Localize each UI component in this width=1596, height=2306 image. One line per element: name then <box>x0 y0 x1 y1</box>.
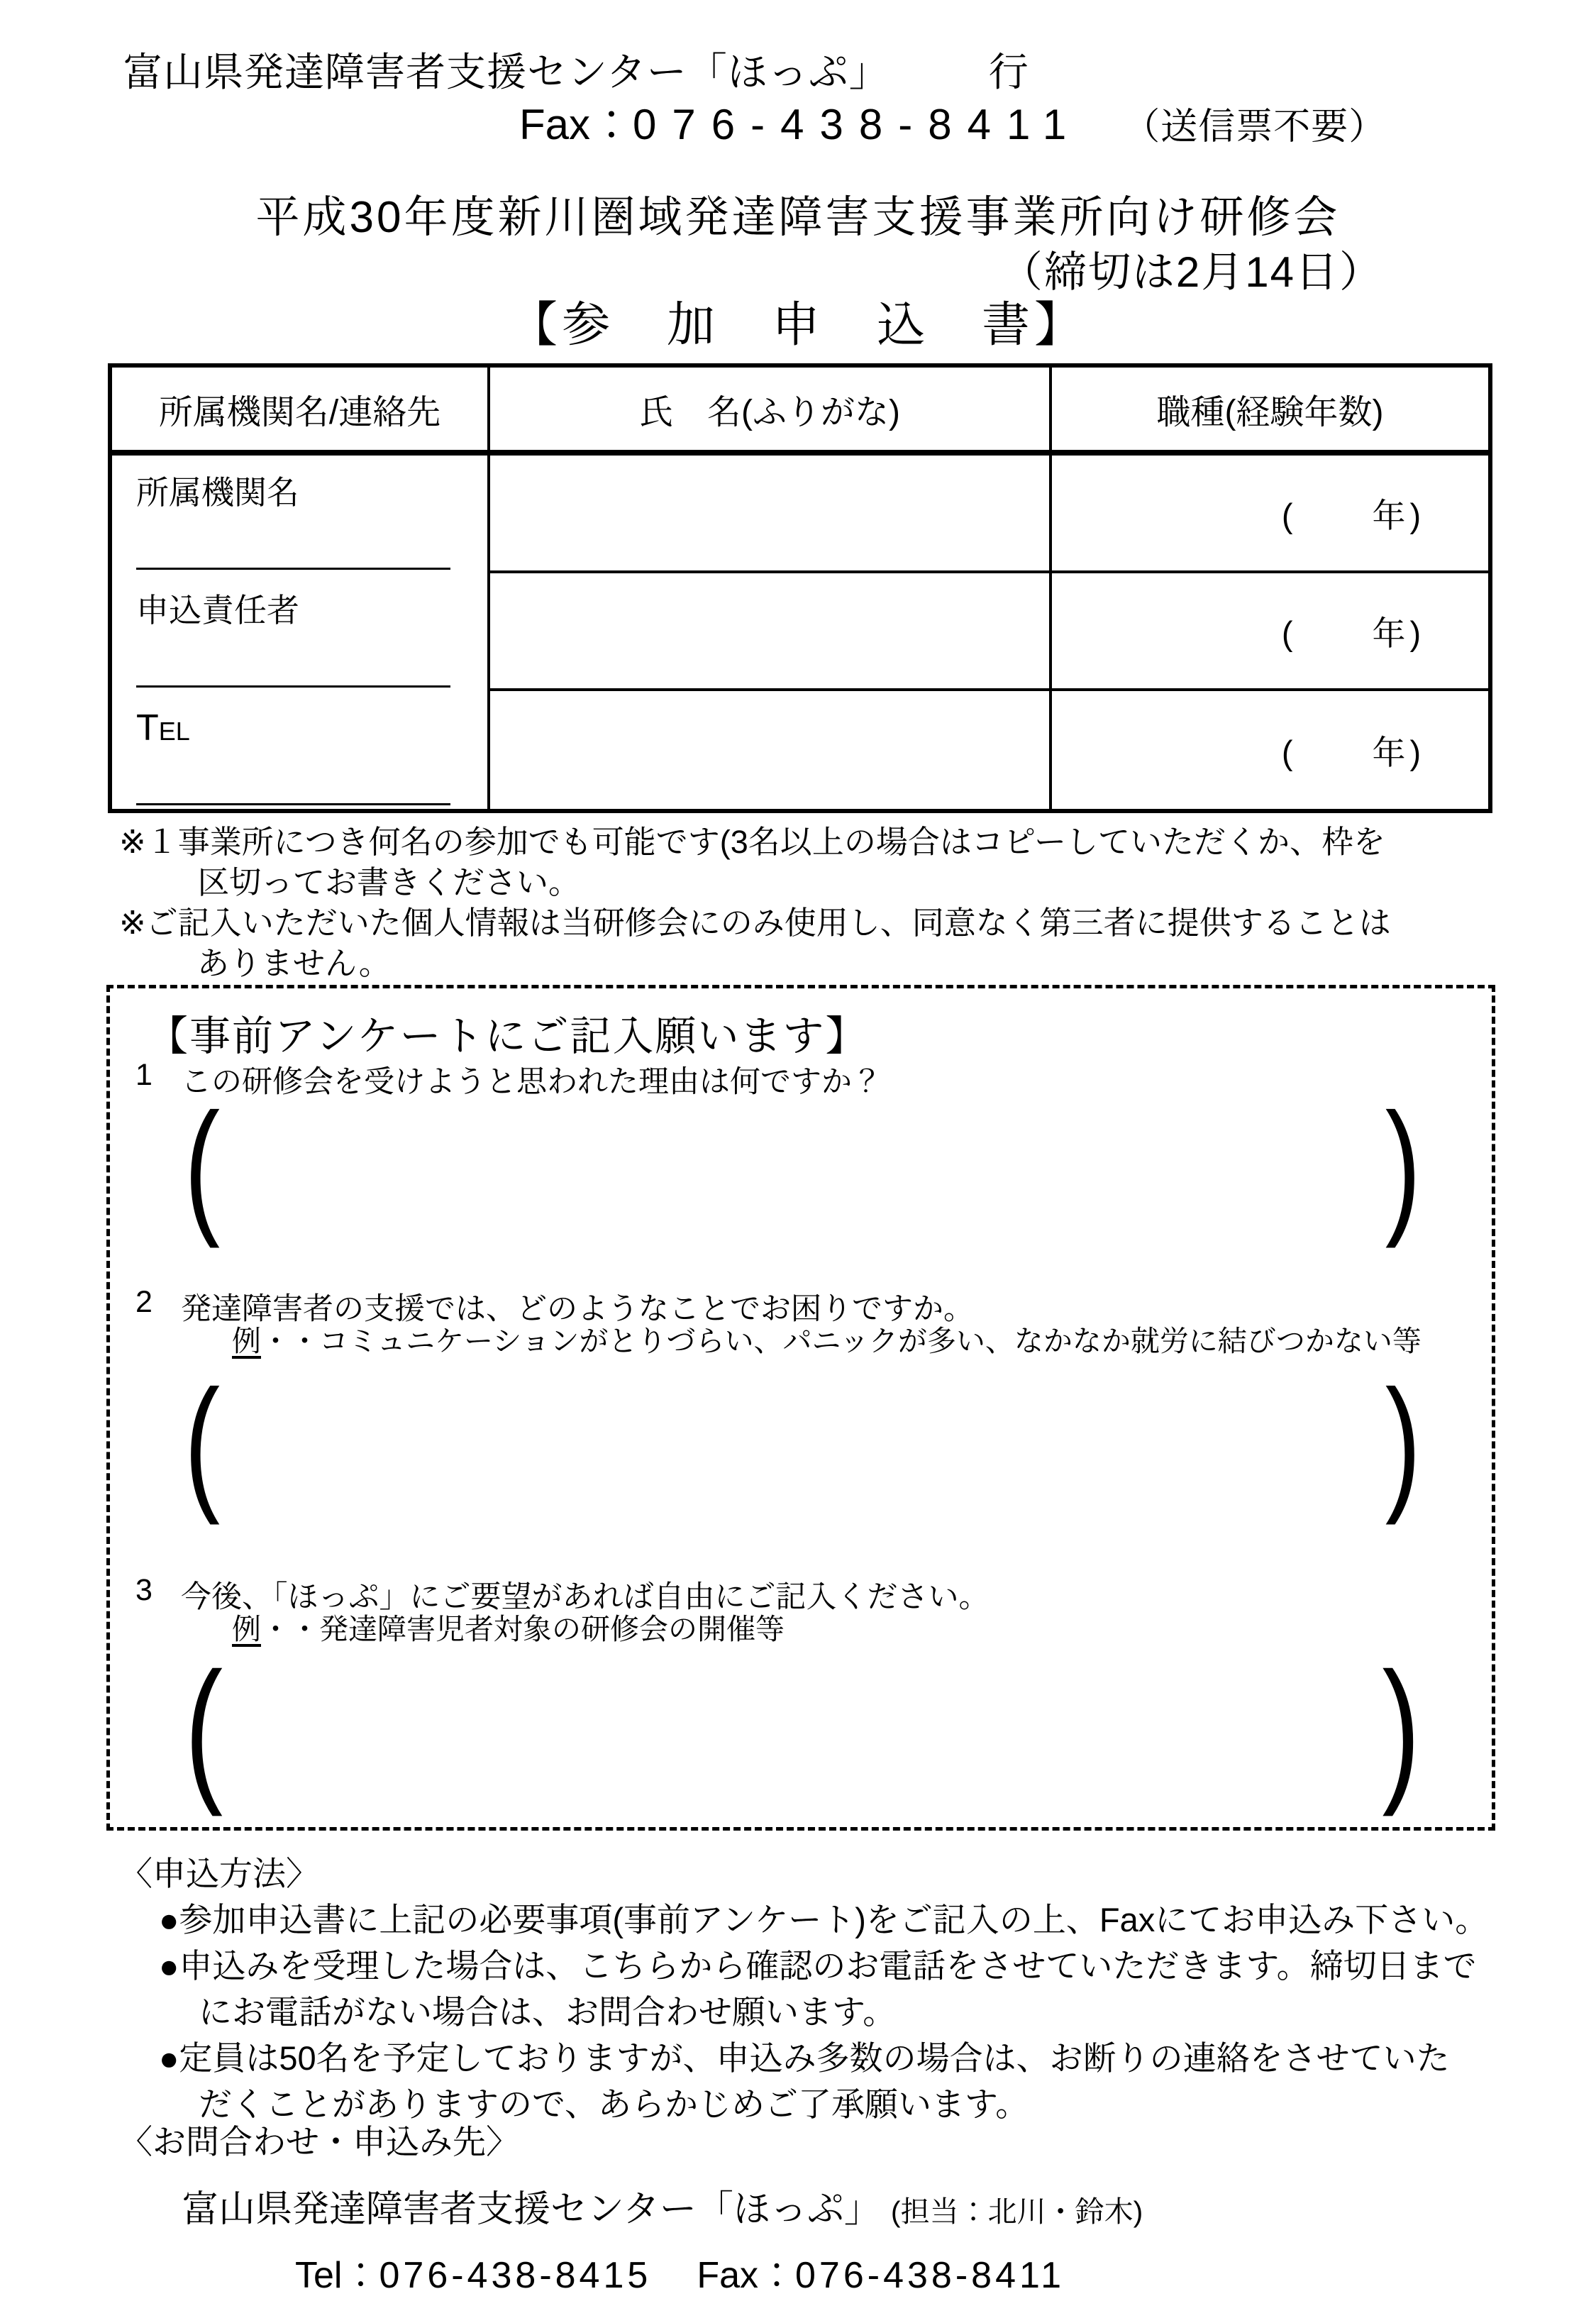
tel-label: TEL <box>136 707 190 749</box>
experience-years-placeholder: ( 年) <box>1281 614 1426 652</box>
note-line: ありません。 <box>197 945 391 981</box>
col-header-organization: 所属機関名/連絡先 <box>112 368 490 456</box>
organization-label: 所属機関名 <box>136 474 299 511</box>
col-header-name: 氏 名(ふりがな) <box>490 368 1052 456</box>
method-bullet-continuation: だくことがありますので、あらかじめご了承願います。 <box>199 2085 1029 2123</box>
name-cell-row2 <box>490 573 1052 691</box>
recipient-honorific: 行 <box>988 50 1029 94</box>
contact-staff: (担当：北川・鈴木) <box>890 2195 1143 2228</box>
example-label: 例 <box>232 1613 261 1645</box>
responsible-person-label: 申込責任者 <box>136 592 299 629</box>
contact-info-cell <box>112 456 490 809</box>
organization-section <box>112 456 487 573</box>
experience-years-placeholder: ( 年) <box>1281 733 1426 771</box>
method-bullet: ●申込みを受理した場合は、こちらから確認のお電話をさせていただきます。締切日まで <box>159 1947 1477 1985</box>
fax-number: 076-438-8411 <box>795 2255 1065 2296</box>
name-cell-row1 <box>490 456 1052 573</box>
pre-survey-box <box>106 985 1495 1831</box>
event-title: 平成30年度新川圏域発達障害支援事業所向け研修会 <box>255 193 1341 242</box>
answer-area-q2 <box>177 1358 1428 1526</box>
contact-tel-line <box>119 2245 1143 2298</box>
form-title: 【参 加 申 込 書】 <box>509 298 1087 352</box>
application-method-section <box>119 1850 1488 2127</box>
name-cell-row3 <box>490 691 1052 809</box>
fax-label: Fax： <box>519 101 633 148</box>
question-number: 2 <box>135 1285 153 1319</box>
recipient-name: 富山県発達障害者支援センター「ほっぷ」 <box>123 50 890 94</box>
fax-number-line <box>519 91 1386 152</box>
contact-heading: 〈お問合わせ・申込み先〉 <box>119 2123 519 2161</box>
tel-section <box>112 691 487 809</box>
survey-example-2 <box>232 1318 1422 1359</box>
question-number: 3 <box>135 1573 153 1607</box>
tel-number: 076-438-8415 <box>379 2255 652 2296</box>
contact-name-line <box>119 2179 1143 2232</box>
fax-number: 076-438-8411 <box>633 101 1082 148</box>
survey-example-3 <box>232 1606 785 1648</box>
method-bullet-continuation: にお電話がない場合は、お問合わせ願います。 <box>199 1993 897 2031</box>
answer-bracket-open: ( <box>184 1081 221 1249</box>
occupation-cell-row1 <box>1052 456 1488 573</box>
note-line: ※ご記入いただいた個人情報は当研修会にのみ使用し、同意なく第三者に提供することは <box>119 905 1391 941</box>
fax-label: Fax： <box>697 2255 796 2296</box>
responsible-person-section <box>112 573 487 691</box>
notes-section <box>119 822 1391 983</box>
note-line: ※１事業所につき何名の参加でも可能です(3名以上の場合はコピーしていただくか、枠を <box>119 824 1386 860</box>
experience-years-placeholder: ( 年) <box>1281 496 1426 534</box>
example-text: ・・発達障害児者対象の研修会の開催等 <box>261 1613 785 1645</box>
answer-bracket-close: ) <box>1382 1640 1421 1817</box>
answer-area-q3 <box>177 1640 1428 1817</box>
note-line: 区切ってお書きください。 <box>197 864 581 900</box>
answer-bracket-open: ( <box>184 1358 221 1526</box>
question-text: この研修会を受けようと思われた理由は何ですか？ <box>181 1065 882 1099</box>
tel-write-line <box>136 803 450 805</box>
method-heading: 〈申込方法〉 <box>119 1855 319 1892</box>
answer-bracket-close: ) <box>1385 1358 1422 1526</box>
answer-bracket-close: ) <box>1385 1081 1422 1249</box>
contact-section <box>119 2116 1143 2298</box>
organization-write-line <box>136 568 450 570</box>
question-text: 今後、「ほっぷ」にご要望があれば自由にご記入ください。 <box>181 1580 990 1614</box>
fax-note: （送信票不要） <box>1123 106 1387 148</box>
question-text: 発達障害者の支援では、どのようなことでお困りですか。 <box>181 1292 974 1326</box>
survey-heading: 【事前アンケートにご記入願います】 <box>147 1013 868 1059</box>
deadline-note: （締切は2月14日） <box>999 248 1383 296</box>
responsible-person-write-line <box>136 685 450 688</box>
occupation-cell-row3 <box>1052 691 1488 809</box>
example-label: 例 <box>232 1325 261 1357</box>
example-text: ・・コミュニケーションがとりづらい、パニックが多い、なかなか就労に結びつかない等 <box>261 1325 1422 1357</box>
answer-bracket-open: ( <box>184 1640 223 1817</box>
col-header-occupation: 職種(経験年数) <box>1052 368 1488 456</box>
occupation-cell-row2 <box>1052 573 1488 691</box>
fax-recipient-line <box>123 41 1029 98</box>
method-bullet: ●定員は50名を予定しておりますが、申込み多数の場合は、お断りの連絡をさせていた <box>159 2039 1450 2077</box>
tel-label: Tel： <box>295 2255 379 2296</box>
contact-center-name: 富山県発達障害者支援センター「ほっぷ」 <box>182 2189 881 2230</box>
method-bullet: ●参加申込書に上記の必要事項(事前アンケート)をご記入の上、Faxにてお申込み下さい。 <box>159 1901 1489 1938</box>
question-number: 1 <box>135 1058 153 1092</box>
applicant-table <box>108 363 1492 813</box>
